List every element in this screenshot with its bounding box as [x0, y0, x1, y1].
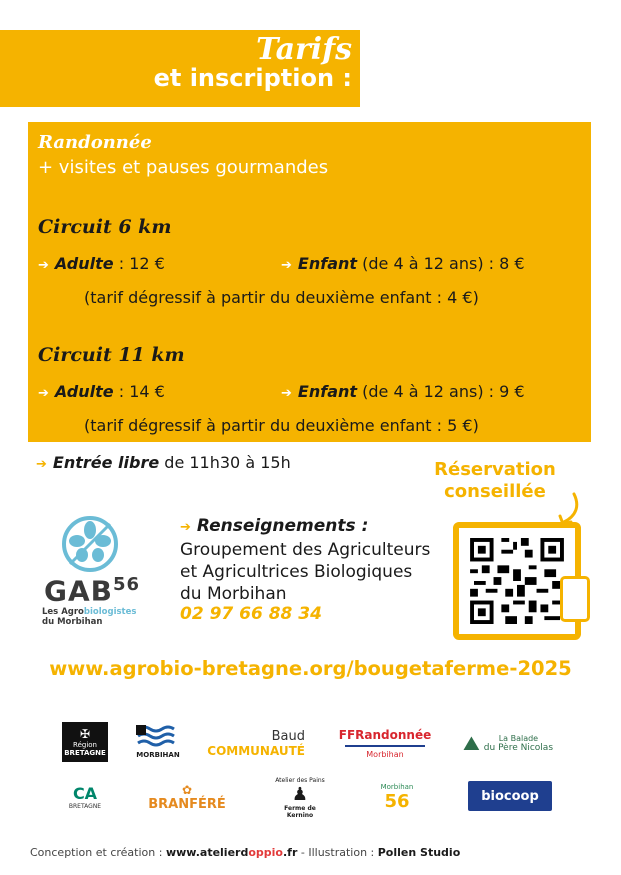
randonnee-heading: Randonnée	[38, 132, 152, 153]
entree-libre: ➔ Entrée libre de 11h30 à 15h	[36, 453, 291, 472]
tree-icon: ✿	[181, 782, 193, 797]
circuit-11-child: ➔ Enfant (de 4 à 12 ans) : 9 €	[281, 382, 525, 401]
walker-icon: ⛰	[462, 731, 480, 755]
footer-credits: Conception et création : www.atelierdoppio.fr - Illustration : Pollen Studio	[30, 846, 461, 859]
logo-biocoop: biocoop	[468, 781, 552, 811]
renseignements-title: ➔ Renseignements :	[180, 516, 369, 536]
circuit-6-title: Circuit 6 km	[38, 216, 172, 238]
arrow-icon: ➔	[281, 386, 292, 401]
logo-region-bretagne: ✠ Région BRETAGNE	[62, 722, 108, 762]
logo-morbihan: MORBIHAN	[130, 722, 186, 762]
title-inscription: et inscription :	[153, 63, 352, 92]
circuit-6-note: (tarif dégressif à partir du deuxième enfant : 4 €)	[84, 288, 479, 307]
figure-icon: ♟	[291, 784, 309, 805]
title-tarifs: Tarifs	[256, 32, 352, 67]
circuit-11-adult: ➔ Adulte : 14 €	[38, 382, 165, 401]
reservation-label: Réservation conseillée	[434, 459, 556, 502]
logo-balade-pere-nicolas: ⛰ La Balade du Père Nicolas	[462, 731, 554, 755]
tarif-box	[28, 122, 591, 442]
qr-code[interactable]	[469, 538, 565, 624]
arrow-icon: ➔	[36, 457, 47, 472]
header-title	[154, 34, 352, 91]
visites-subheading: + visites et pauses gourmandes	[38, 157, 329, 178]
header-band	[0, 30, 360, 107]
morbihan-waves-icon	[136, 725, 180, 751]
circuit-11-title: Circuit 11 km	[38, 344, 185, 366]
logo-branfere: ✿ BRANFÉRÉ	[148, 782, 226, 812]
logo-baud-communaute: Baud COMMUNAUTÉ	[207, 728, 305, 758]
logo-morbihan-56: Morbihan 56	[380, 782, 414, 812]
circuit-6-child: ➔ Enfant (de 4 à 12 ans) : 8 €	[281, 254, 525, 273]
logo-ffrandonnee: FFRandonnée Morbihan	[338, 727, 432, 759]
circuit-6-adult: ➔ Adulte : 12 €	[38, 254, 165, 273]
gab-subtitle: Les Agrobiologistes du Morbihan	[42, 607, 137, 627]
circuit-11-note: (tarif dégressif à partir du deuxième enfant : 5 €)	[84, 416, 479, 435]
flower-icon	[60, 515, 120, 573]
website-url[interactable]: www.agrobio-bretagne.org/bougetaferme-2025	[49, 657, 572, 680]
arrow-icon: ➔	[180, 520, 191, 535]
arrow-icon: ➔	[281, 258, 292, 273]
phone-icon	[560, 576, 590, 622]
ermine-icon: ✠	[79, 727, 91, 741]
phone-number[interactable]: 02 97 66 88 34	[180, 604, 322, 624]
gab-name: GAB$^{56}$	[44, 574, 141, 608]
arrow-icon: ➔	[38, 386, 49, 401]
logo-credit-agricole: CA BRETAGNE	[68, 784, 102, 810]
logo-atelier-des-pains: Atelier des Pains ♟ Ferme de Kernino	[275, 777, 325, 819]
renseignements-text: Groupement des Agriculteurs et Agricultrices Biologiques du Morbihan	[180, 540, 431, 605]
arrow-icon: ➔	[38, 258, 49, 273]
